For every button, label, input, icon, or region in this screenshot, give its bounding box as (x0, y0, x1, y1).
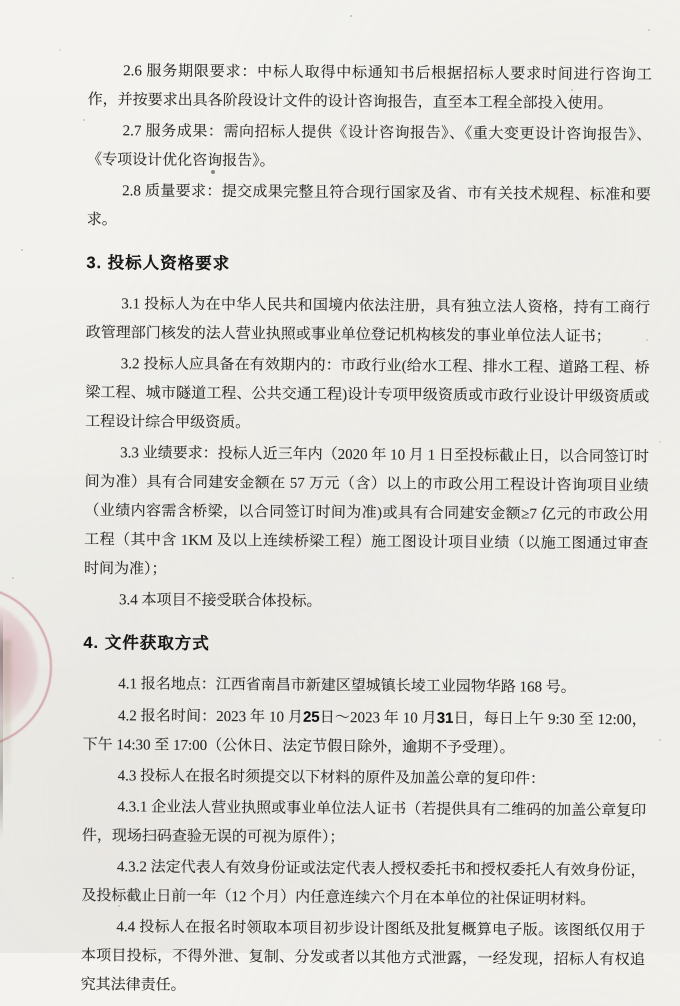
left-edge-scan-artifact (0, 612, 3, 837)
paragraph-4-3-required-materials: 4.3 投标人在报名时须提交以下材料的原件及加盖公章的复印件： (117, 768, 546, 788)
paragraph-4-3-1-business-license: 4.3.1 企业法人营业执照或事业单位法人证书（若提供具有二维码的加盖公章复印件，现场扫码查验无误的可视为原件）； (81, 799, 647, 847)
paragraph-2-6-service-period: 2.6 服务期限要求：中标人取得中标通知书后根据招标人要求时间进行咨询工作，并按要求出具各阶段设计文件的设计咨询报告，直至本工程全部投入使用。 (87, 63, 652, 113)
registration-time-middle: 日～2023 年 10 月 (319, 709, 437, 727)
section-heading-3-bidder-qualifications: 3. 投标人资格要求 (86, 253, 231, 274)
scan-smudge-streak (2, 640, 11, 785)
paragraph-4-4-drawings-confidentiality: 4.4 投标人在报名时领取本项目初步设计图纸及批复概算电子版。该图纸仅用于本项目投标，不得外泄、复制、分发或者以其他方式泄露，一经发现，招标人有权追究其法律责任。 (80, 919, 646, 994)
registration-start-day: 25 (302, 708, 320, 726)
registration-time-suffix: 日，每日上午 9:30 至 12:00，下午 14:30 至 17:00（公休日、法定节假日除外，逾期不予受理）。 (82, 710, 647, 757)
registration-end-day: 31 (436, 709, 454, 727)
document-content (81, 57, 652, 1006)
section-heading-4-document-acquisition: 4. 文件获取方式 (83, 633, 210, 653)
registration-time-prefix: 4.2 报名时间：2023 年 10 月 (118, 708, 304, 726)
paragraph-2-7-deliverables: 2.7 服务成果：需向招标人提供《设计咨询报告》、《重大变更设计咨询报告》、《专项设计优化咨询报告》。 (87, 123, 652, 170)
paragraph-4-3-2-id-and-social-security: 4.3.2 法定代表人有效身份证或法定代表人授权委托书和授权委托人有效身份证，及投标截止日前一年（12 个月）内任意连续六个月在本单位的社保证明材料。 (81, 859, 646, 909)
paragraph-3-3-performance-requirements: 3.3 业绩要求：投标人近三年内（2020 年 10 月 1 日至投标截止日，以合同签订时间为准）具有合同建安金额在 57 万元（含）以上的市政公用工程设计咨询项目业绩（业绩内容需含桥梁，以合同签订时间为准)或具有合同建安金额≥7 亿元的市政公用工程（其中含 1KM 及以上连续桥梁工程）施工图设计项目业绩（以施工图通过审查时间为准）； (83, 445, 649, 578)
paragraph-4-2-registration-time (82, 701, 646, 764)
paragraph-3-1-legal-registration: 3.1 投标人为在中华人民共和国境内依法注册，具有独立法人资格，持有工商行政管理部门核发的法人营业执照或事业单位登记机构核发的事业单位法人证书； (85, 296, 651, 346)
paragraph-3-2-design-credentials: 3.2 投标人应具备在有效期内的：市政行业(给水工程、排水工程、道路工程、桥梁工程、城市隧道工程、公共交通工程)设计专项甲级资质或市政行业设计甲级资质或工程设计综合甲级资质。 (85, 356, 650, 432)
paragraph-3-4-no-consortium: 3.4 本项目不接受联合体投标。 (118, 592, 322, 610)
paragraph-4-1-registration-address: 4.1 报名地点：江西省南昌市新建区望城镇长堎工业园物华路 168 号。 (118, 676, 576, 696)
scan-noise-specks (0, 0, 2, 2)
paragraph-2-8-quality: 2.8 质量要求：提交成果完整且符合现行国家及省、市有关技术规程、标准和要求。 (86, 183, 651, 229)
